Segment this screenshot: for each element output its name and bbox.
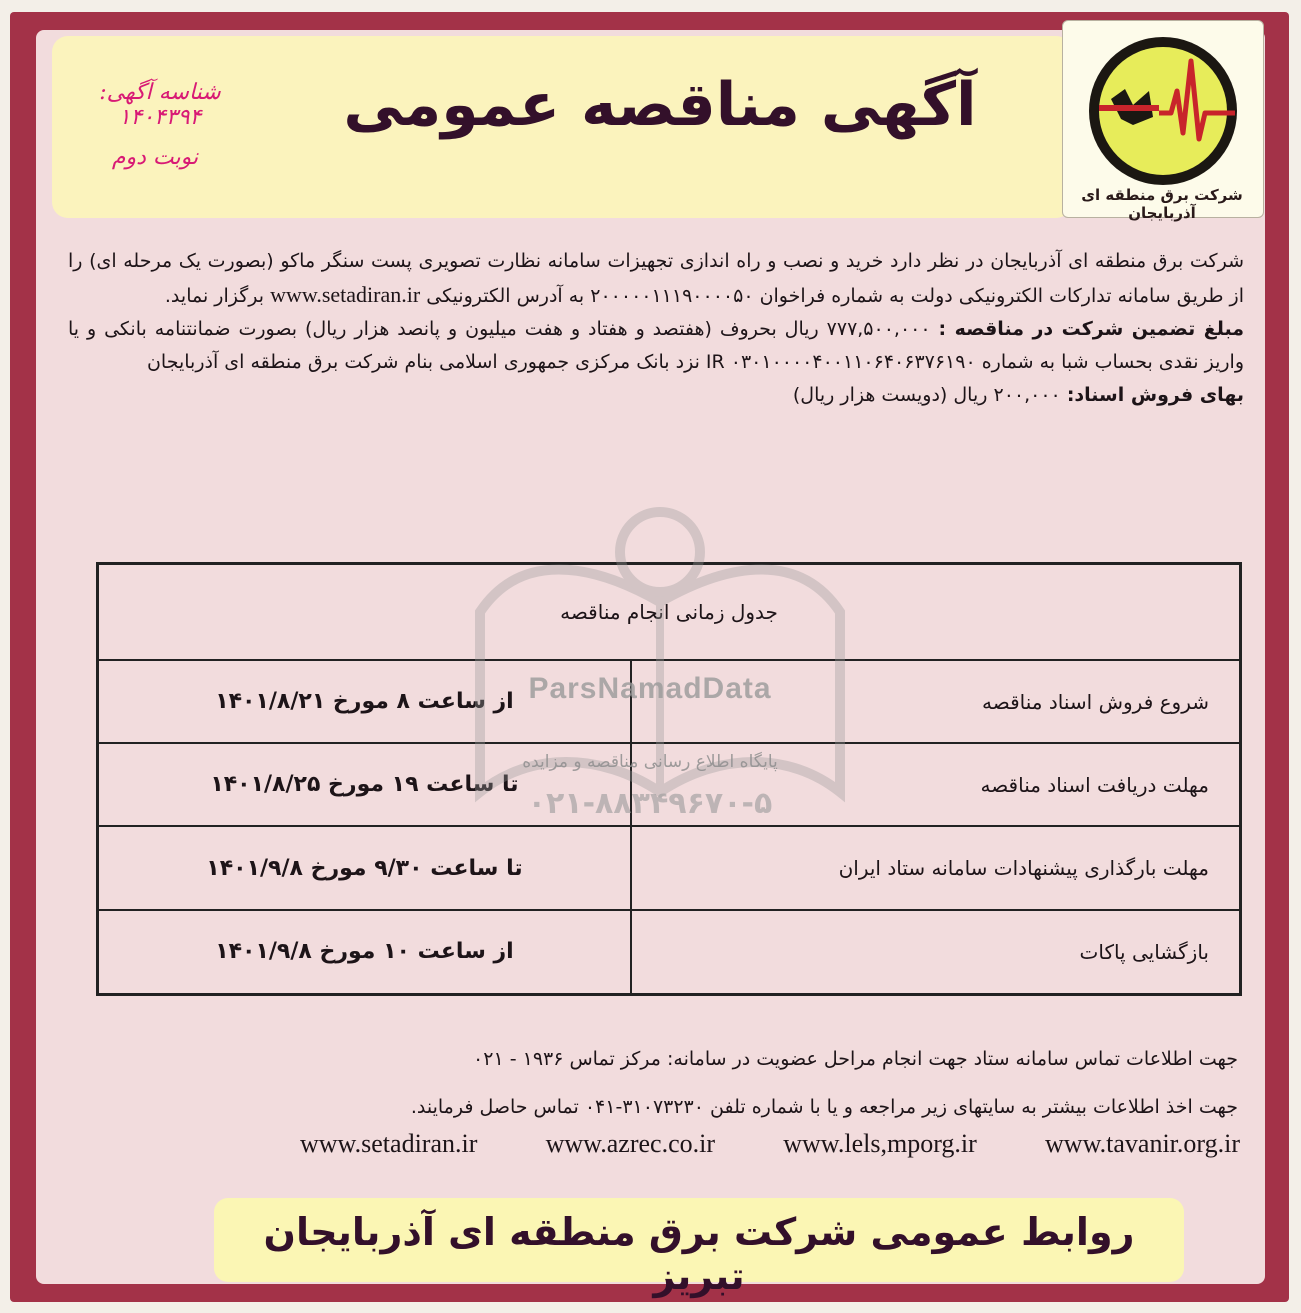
schedule-label: مهلت بارگذاری پیشنهادات سامانه ستاد ایران bbox=[631, 826, 1241, 909]
electric-company-logo-icon bbox=[1063, 21, 1263, 191]
contact-info bbox=[68, 1035, 1238, 1131]
ad-id-stamp: شناسه آگهی: ۱۴۰۴۳۹۴ bbox=[99, 80, 221, 130]
schedule-value: از ساعت ۱۰ مورخ ۱۴۰۱/۹/۸ bbox=[98, 910, 631, 995]
setadiran-link-inline[interactable]: www.setadiran.ir bbox=[270, 282, 421, 307]
schedule-value: تا ساعت ۹/۳۰ مورخ ۱۴۰۱/۹/۸ bbox=[98, 826, 631, 909]
page-title: آگهی مناقصه عمومی bbox=[343, 70, 977, 140]
link-tavanir[interactable]: www.tavanir.org.ir bbox=[1045, 1129, 1240, 1158]
contact-line-2: جهت اخذ اطلاعات بیشتر به سایتهای زیر مراجعه و یا با شماره تلفن ۳۱۰۷۳۲۳۰-۰۴۱ تماس حاصل فرمایند. bbox=[410, 1096, 1238, 1118]
guarantee-text: ۷۷۷,۵۰۰,۰۰۰ ریال بحروف (هفتصد و هفتاد و هفت میلیون و پانصد هزار ریال) بصورت ضمانتنامه بانکی و یا واریز نقدی بحساب شبا به شماره IR ۰۳۰۱۰۰۰۰۴۰۰۱۱۰۶۴۰۶۳۷۶۱۹۰ نزد بانک مرکزی جمهوری اسلامی بنام شرکت برق منطقه ای آذربایجان bbox=[68, 318, 1244, 373]
announcement-body bbox=[68, 245, 1244, 412]
doc-price-paragraph bbox=[68, 379, 1244, 412]
link-setadiran[interactable]: www.setadiran.ir bbox=[300, 1129, 478, 1158]
intro-end: برگزار نماید. bbox=[164, 285, 265, 307]
schedule-label: بازگشایی پاکات bbox=[631, 910, 1241, 995]
schedule-label: مهلت دریافت اسناد مناقصه bbox=[631, 743, 1241, 826]
table-row bbox=[98, 826, 1241, 909]
link-azrec[interactable]: www.azrec.co.ir bbox=[545, 1129, 715, 1158]
website-links bbox=[300, 1124, 1240, 1164]
schedule-value: تا ساعت ۱۹ مورخ ۱۴۰۱/۸/۲۵ bbox=[98, 743, 631, 826]
watermark-subtitle: پایگاه اطلاع رسانی مناقصه و مزایده bbox=[522, 752, 778, 772]
footer-text: روابط عمومی شرکت برق منطقه ای آذربایجان تبریز bbox=[263, 1210, 1135, 1298]
schedule-label: شروع فروش اسناد مناقصه bbox=[631, 660, 1241, 743]
watermark-brand: ParsNamadData bbox=[528, 672, 772, 705]
doc-price-text: ۲۰۰,۰۰۰ ریال (دویست هزار ریال) bbox=[792, 384, 1061, 406]
schedule-title: جدول زمانی انجام مناقصه bbox=[98, 564, 1241, 661]
intro-paragraph bbox=[68, 245, 1244, 313]
intro-text: شرکت برق منطقه ای آذربایجان در نظر دارد خرید و نصب و راه اندازی تجهیزات سامانه نظارت تصویری پست سنگر ماکو (بصورت یک مرحله ای) را از طریق سامانه تدارکات الکترونیکی دولت به شماره فراخوان ۲۰۰۰۰۰۱۱۱۹۰۰۰۰۵۰ به آدرس الکترونیکی bbox=[68, 250, 1244, 307]
link-mporg[interactable]: www.lels,mporg.ir bbox=[783, 1129, 977, 1158]
contact-line-1: جهت اطلاعات تماس سامانه ستاد جهت انجام مراحل عضویت در سامانه: مرکز تماس ۱۹۳۶ - ۰۲۱ bbox=[473, 1048, 1238, 1070]
company-caption: شرکت برق منطقه ای آذربایجان bbox=[1081, 186, 1243, 222]
schedule-title-row bbox=[98, 564, 1241, 661]
watermark-phone: ۰۲۱-۸۸۳۴۹۶۷۰-۵ bbox=[527, 786, 773, 821]
schedule-value: از ساعت ۸ مورخ ۱۴۰۱/۸/۲۱ bbox=[98, 660, 631, 743]
guarantee-label: مبلغ تضمین شرکت در مناقصه : bbox=[938, 318, 1245, 340]
schedule-table bbox=[96, 562, 1242, 996]
ad-round-stamp: نوبت دوم bbox=[111, 145, 199, 170]
guarantee-paragraph bbox=[68, 313, 1244, 379]
doc-price-label: بهای فروش اسناد: bbox=[1066, 384, 1244, 406]
table-row bbox=[98, 910, 1241, 995]
